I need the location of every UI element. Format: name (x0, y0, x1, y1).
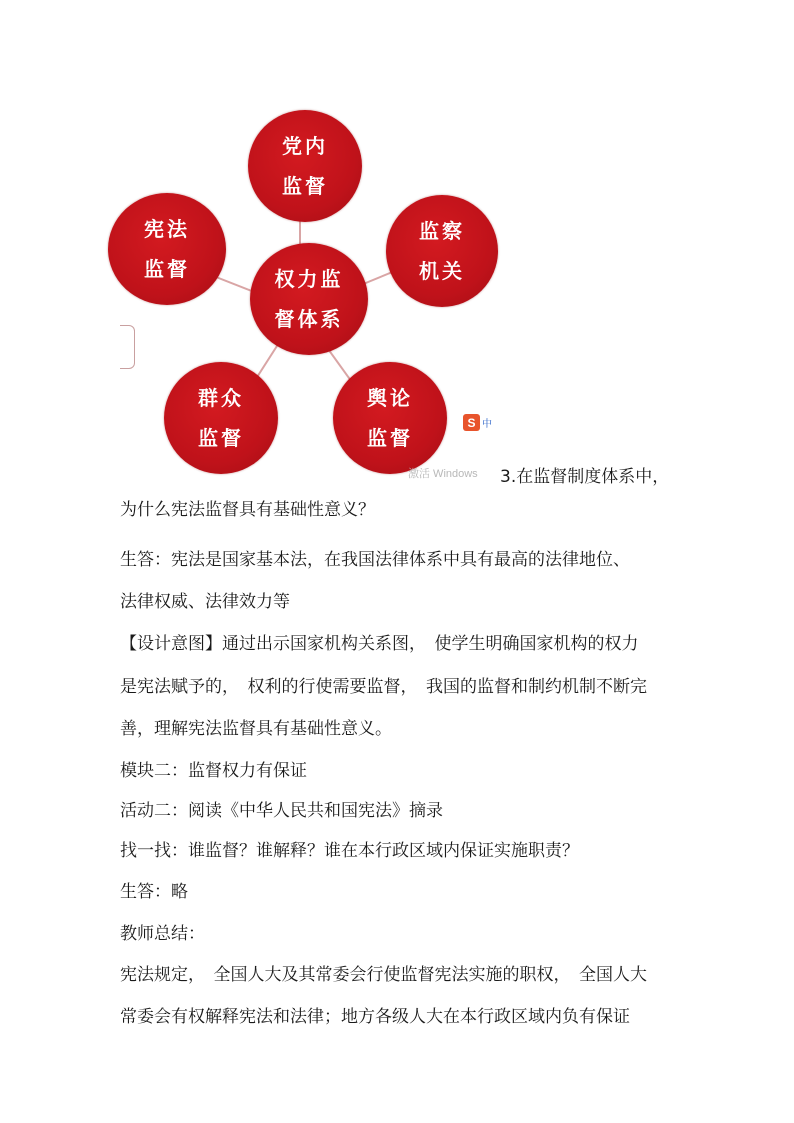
module-two-heading: 模块二：监督权力有保证 (120, 761, 307, 781)
node-party-supervision (248, 110, 362, 222)
sogou-icon: S (463, 414, 480, 431)
ime-mode-label: 中 (482, 419, 492, 430)
teacher-summary-heading: 教师总结： (120, 924, 205, 944)
student-answer-line1: 生答：宪法是国家基本法，在我国法律体系中具有最高的法律地位、 (120, 550, 630, 570)
node-label: 监督 (282, 174, 328, 198)
node-label: 监督 (198, 426, 244, 450)
power-supervision-diagram (120, 100, 505, 478)
design-intent-line1: 【设计意图】通过出示国家机构关系图， 使学生明确国家机构的权力 (120, 634, 639, 654)
node-label: 党内 (282, 134, 328, 158)
node-label: 机关 (419, 259, 465, 283)
node-supervision-organ (386, 195, 498, 307)
question-heading-part2: 为什么宪法监督具有基础性意义？ (120, 500, 375, 520)
node-public-opinion-supervision (333, 362, 447, 474)
question-heading-part1: 3.在监督制度体系中， (500, 467, 670, 487)
windows-activation-watermark: 激活 Windows (408, 468, 478, 480)
node-label: 舆论 (367, 386, 413, 410)
node-label: 监察 (419, 219, 465, 243)
node-constitution-supervision (108, 193, 226, 305)
node-label: 宪法 (144, 217, 190, 241)
node-label: 督体系 (274, 307, 344, 331)
design-intent-line2: 是宪法赋予的， 权利的行使需要监督， 我国的监督和制约机制不断完 (120, 677, 647, 697)
student-answer-brief: 生答：略 (120, 882, 188, 902)
node-center-power-supervision (250, 243, 368, 355)
find-task: 找一找：谁监督？谁解释？谁在本行政区域内保证实施职责？ (120, 841, 579, 861)
teacher-summary-line2: 常委会有权解释宪法和法律；地方各级人大在本行政区域内负有保证 (120, 1007, 630, 1027)
design-intent-line3: 善，理解宪法监督具有基础性意义。 (120, 719, 392, 739)
side-tab-fragment (120, 325, 135, 369)
node-label: 监督 (367, 426, 413, 450)
ime-indicator (463, 414, 492, 431)
student-answer-line2: 法律权威、法律效力等 (120, 592, 290, 612)
teacher-summary-line1: 宪法规定， 全国人大及其常委会行使监督宪法实施的职权， 全国人大 (120, 965, 647, 985)
activity-two-heading: 活动二：阅读《中华人民共和国宪法》摘录 (120, 801, 443, 821)
node-masses-supervision (164, 362, 278, 474)
node-label: 群众 (198, 386, 244, 410)
node-label: 监督 (144, 257, 190, 281)
node-label: 权力监 (274, 267, 344, 291)
